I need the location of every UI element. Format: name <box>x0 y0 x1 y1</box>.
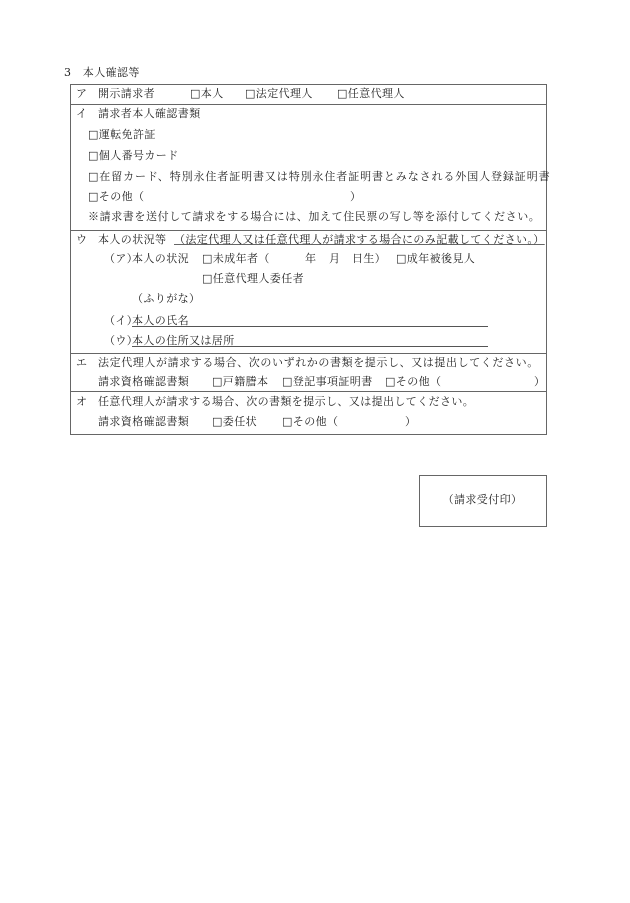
status-marker: （ア） <box>104 252 139 265</box>
voluntary-rep-doc-label: 請求資格確認書類 <box>98 415 190 428</box>
legal-rep-doc-label: 請求資格確認書類 <box>98 375 190 388</box>
divider <box>70 230 546 231</box>
reception-stamp-label: （請求受付印） <box>442 493 523 506</box>
requester-label: 開示請求者 <box>98 87 155 100</box>
paren-close: ） <box>405 415 417 428</box>
row-i-marker: イ <box>76 107 88 120</box>
checkbox-voluntary-other[interactable]: □その他（ <box>282 415 339 428</box>
checkbox-principal[interactable]: □任意代理人委任者 <box>202 272 304 285</box>
voluntary-rep-instruction: 任意代理人が請求する場合、次の書類を提示し、又は提出してください。 <box>98 395 475 408</box>
row-o-marker: オ <box>76 395 88 408</box>
checkbox-power-of-attorney[interactable]: □委任状 <box>212 415 257 428</box>
legal-rep-instruction: 法定代理人が請求する場合、次のいずれかの書類を提示し、又は提出してください。 <box>98 356 539 369</box>
address-marker: （ウ） <box>104 334 139 347</box>
name-label: 本人の氏名 <box>132 314 189 327</box>
checkbox-minor[interactable]: □未成年者（ <box>202 252 270 265</box>
checkbox-residence-card[interactable]: □在留カード、特別永住者証明書又は特別永住者証明書とみなされる外国人登録証明書 <box>88 170 551 183</box>
checkbox-my-number-card[interactable]: □個人番号カード <box>88 149 179 162</box>
birth-day-label: 日生） <box>352 252 387 265</box>
checkbox-registry-cert[interactable]: □登記事項証明書 <box>282 375 373 388</box>
divider <box>70 353 546 354</box>
status-heading: 本人の状況等 <box>98 233 167 246</box>
status-note: （法定代理人又は任意代理人が請求する場合にのみ記載してください。） <box>174 233 545 246</box>
row-e-marker: エ <box>76 356 88 369</box>
checkbox-self[interactable]: □本人 <box>190 87 224 100</box>
section-title: 3 本人確認等 <box>64 66 140 79</box>
checkbox-other-id[interactable]: □その他（ <box>88 190 145 203</box>
checkbox-family-register[interactable]: □戸籍謄本 <box>212 375 269 388</box>
birth-year-label: 年 <box>305 252 317 265</box>
mail-note: ※請求書を送付して請求をする場合には、加えて住民票の写し等を添付してください。 <box>88 210 541 223</box>
paren-close: ） <box>534 375 546 388</box>
status-label: 本人の状況 <box>132 252 189 265</box>
checkbox-adult-ward[interactable]: □成年被後見人 <box>396 252 476 265</box>
checkbox-legal-rep[interactable]: □法定代理人 <box>245 87 313 100</box>
checkbox-voluntary-rep[interactable]: □任意代理人 <box>337 87 405 100</box>
row-u-marker: ウ <box>76 233 88 246</box>
birth-month-label: 月 <box>329 252 341 265</box>
row-a-marker: ア <box>76 87 88 100</box>
divider <box>70 104 546 105</box>
checkbox-drivers-license[interactable]: □運転免許証 <box>88 128 156 141</box>
address-label: 本人の住所又は居所 <box>132 334 235 347</box>
divider <box>70 391 546 392</box>
paren-close: ） <box>350 190 362 203</box>
name-input-line[interactable] <box>132 326 488 327</box>
address-input-line[interactable] <box>132 346 488 347</box>
id-docs-label: 請求者本人確認書類 <box>98 107 201 120</box>
furigana-label: （ふりがな） <box>132 292 201 305</box>
name-marker: （イ） <box>104 314 139 327</box>
checkbox-legal-other[interactable]: □その他（ <box>385 375 442 388</box>
